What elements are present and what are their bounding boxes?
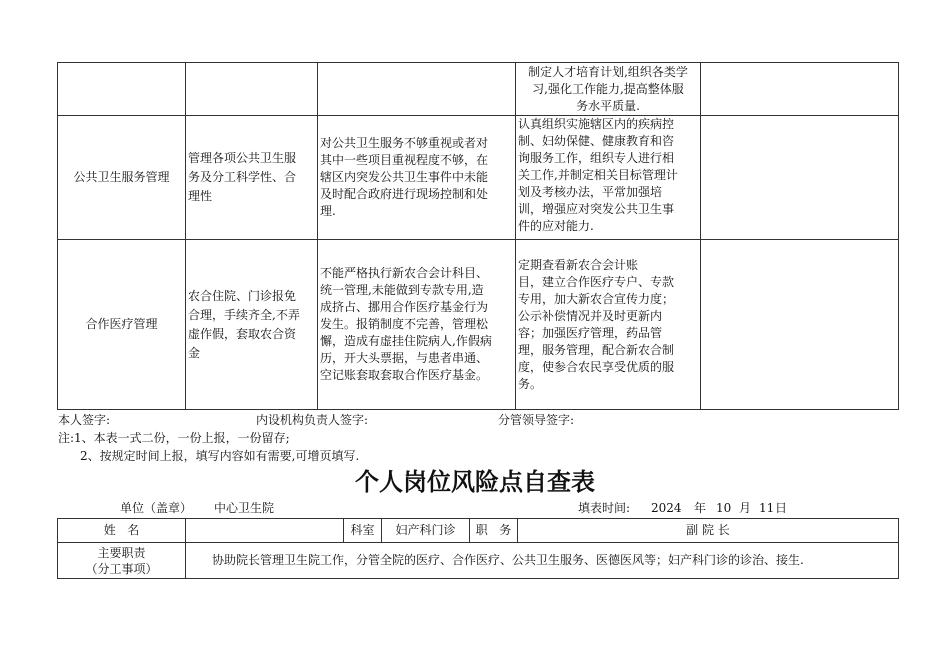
- risk-item-name: 公共卫生服务管理: [58, 116, 186, 240]
- risk-measures: 认真组织实施辖区内的疾病控 制、妇幼保健、健康教育和咨 询服务工作，组织专人进行相 关工作,并制定相关目标管理计 划及考核办法，平常加强培 训，增强应对突发公共卫生事 件的应对能力.: [516, 116, 701, 240]
- dept-label: 科室: [344, 519, 382, 543]
- position-value: 副 院 长: [518, 519, 899, 543]
- risk-item-name: 合作医疗管理: [58, 240, 186, 410]
- table-row: [58, 519, 899, 543]
- risk-scope: 管理各项公共卫生服 务及分工科学性、合 理性: [186, 116, 318, 240]
- risk-table: [57, 62, 899, 410]
- dept-head-signature-label: 内设机构负责人签字:: [256, 413, 369, 427]
- name-value: [186, 519, 344, 543]
- duty-label: 主要职责 （分工事项）: [58, 543, 186, 579]
- note-line-2: 2、按规定时间上报，填写内容如有需要,可增页填写.: [80, 449, 360, 463]
- unit-label: 单位（盖章）: [120, 501, 193, 515]
- self-signature-label: 本人签字:: [58, 413, 111, 427]
- date-month-unit: 月: [739, 501, 752, 515]
- cell: [318, 63, 516, 116]
- table-row: [58, 240, 899, 410]
- table-row: [58, 543, 899, 579]
- cell: [701, 63, 899, 116]
- risk-measures: 定期查看新农合会计账 目，建立合作医疗专户、专款 专用，加大新农合宣传力度； 公示补偿情况并及时更新内 容；加强医疗管理，药品管 理，服务管理，配合新农合制 度，使参合农民享受优质的服 务。: [516, 240, 701, 410]
- person-info-table: [57, 518, 899, 579]
- date-day-unit: 日: [775, 501, 788, 515]
- date-year: 2024: [651, 501, 682, 515]
- cell: [186, 63, 318, 116]
- position-label: 职 务: [470, 519, 518, 543]
- cell: 制定人才培育计划,组织各类学 习,强化工作能力,提高整体服 务水平质量.: [516, 63, 701, 116]
- cell: [58, 63, 186, 116]
- cell: [701, 240, 899, 410]
- risk-description: 对公共卫生服务不够重视或者对 其中一些项目重视程度不够，在 辖区内突发公共卫生事件中未能 及时配合政府进行现场控制和处 理.: [318, 116, 516, 240]
- date-year-unit: 年: [694, 501, 707, 515]
- dept-value: 妇产科门诊: [382, 519, 470, 543]
- form-title: 个人岗位风险点自查表: [355, 468, 595, 496]
- date-label: 填表时间:: [578, 501, 631, 515]
- name-label: 姓 名: [58, 519, 186, 543]
- cell: [701, 116, 899, 240]
- date-month: 10: [716, 501, 732, 515]
- risk-description: 不能严格执行新农合会计科目、 统一管理,未能做到专款专用,造 成挤占、挪用合作医疗基金行为 发生。报销制度不完善，管理松 懈，造成有虚挂住院病人,作假病 历，开大头票据，与患者串通、 空记账套取套取合作医疗基金。: [318, 240, 516, 410]
- date-day: 11: [759, 501, 775, 515]
- note-line-1: 注:1、本表一式二份，一份上报，一份留存;: [58, 431, 290, 445]
- table-row: [58, 116, 899, 240]
- leader-signature-label: 分管领导签字:: [498, 413, 575, 427]
- duty-value: 协助院长管理卫生院工作，分管全院的医疗、合作医疗、公共卫生服务、医德医风等；妇产科门诊的诊治、接生.: [186, 543, 899, 579]
- risk-scope: 农合住院、门诊报免 合理，手续齐全,不弄 虚作假，套取农合资 金: [186, 240, 318, 410]
- table-row: [58, 63, 899, 116]
- unit-value: 中心卫生院: [214, 501, 275, 515]
